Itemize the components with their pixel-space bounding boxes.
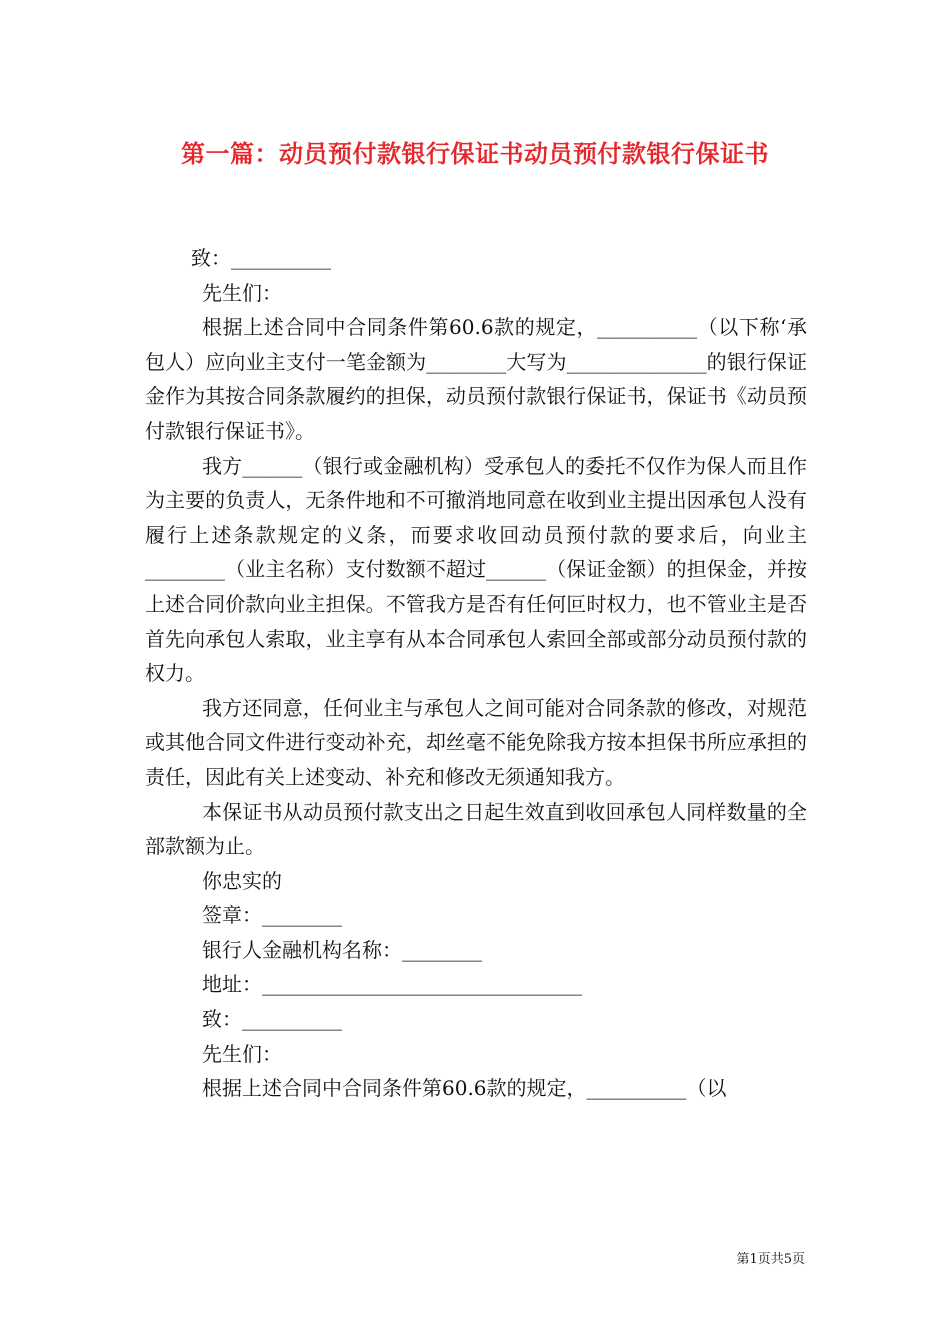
salutation-to: 致：__________ [191,246,331,270]
document-body [145,241,807,1106]
document-title: 第一篇：动员预付款银行保证书动员预付款银行保证书 [181,140,769,168]
salutation-sirs-repeat: 先生们： [202,1041,282,1066]
address-line: 地址：________________________________ [202,972,582,997]
bank-name-line: 银行人金融机构名称：________ [202,937,482,962]
signature-line: 签章：________ [202,903,342,928]
paragraph-modification-consent: 我方还同意，任何业主与承包人之间可能对合同条款的修改，对规范或其他合同文件进行变动补充，却丝毫不能免除我方按本担保书所应承担的责任，因此有关上述变动、补充和修改无须通知我方。 [145,695,807,789]
closing-yours-faithfully: 你忠实的 [202,868,282,893]
page-number: 第1页共5页 [736,1252,805,1267]
salutation-sirs: 先生们： [202,280,282,305]
salutation-to-repeat: 致：__________ [202,1007,342,1032]
paragraph-contract-terms: 根据上述合同中合同条件第60.6款的规定，__________（以下称‘承包人）应向业主支付一笔金额为________大写为______________的银行保证金作为其按合同条款履约的担保，动员预付款银行保证书，保证书《动员预付款银行保证书》。 [145,315,807,443]
paragraph-contract-terms-repeat: 根据上述合同中合同条件第60.6款的规定，__________（以 [202,1076,727,1101]
paragraph-guarantee-commitment: 我方______（银行或金融机构）受承包人的委托不仅作为保人而且作为主要的负责人，无条件地和不可撤消地同意在收到业主提出因承包人没有履行上述条款规定的义条，而要求收回动员预付款的要求后，向业主________（业主名称）支付数额不超过______（保证金额）的担保金，并按上述合同价款向业主担保。不管我方是否有任何叵时权力，也不管业主是否首先向承包人索取，业主享有从本合同承包人索回全部或部分动员预付款的权力。 [145,453,807,686]
paragraph-validity: 本保证书从动员预付款支出之日起生效直到收回承包人同样数量的全部款额为止。 [145,799,807,859]
